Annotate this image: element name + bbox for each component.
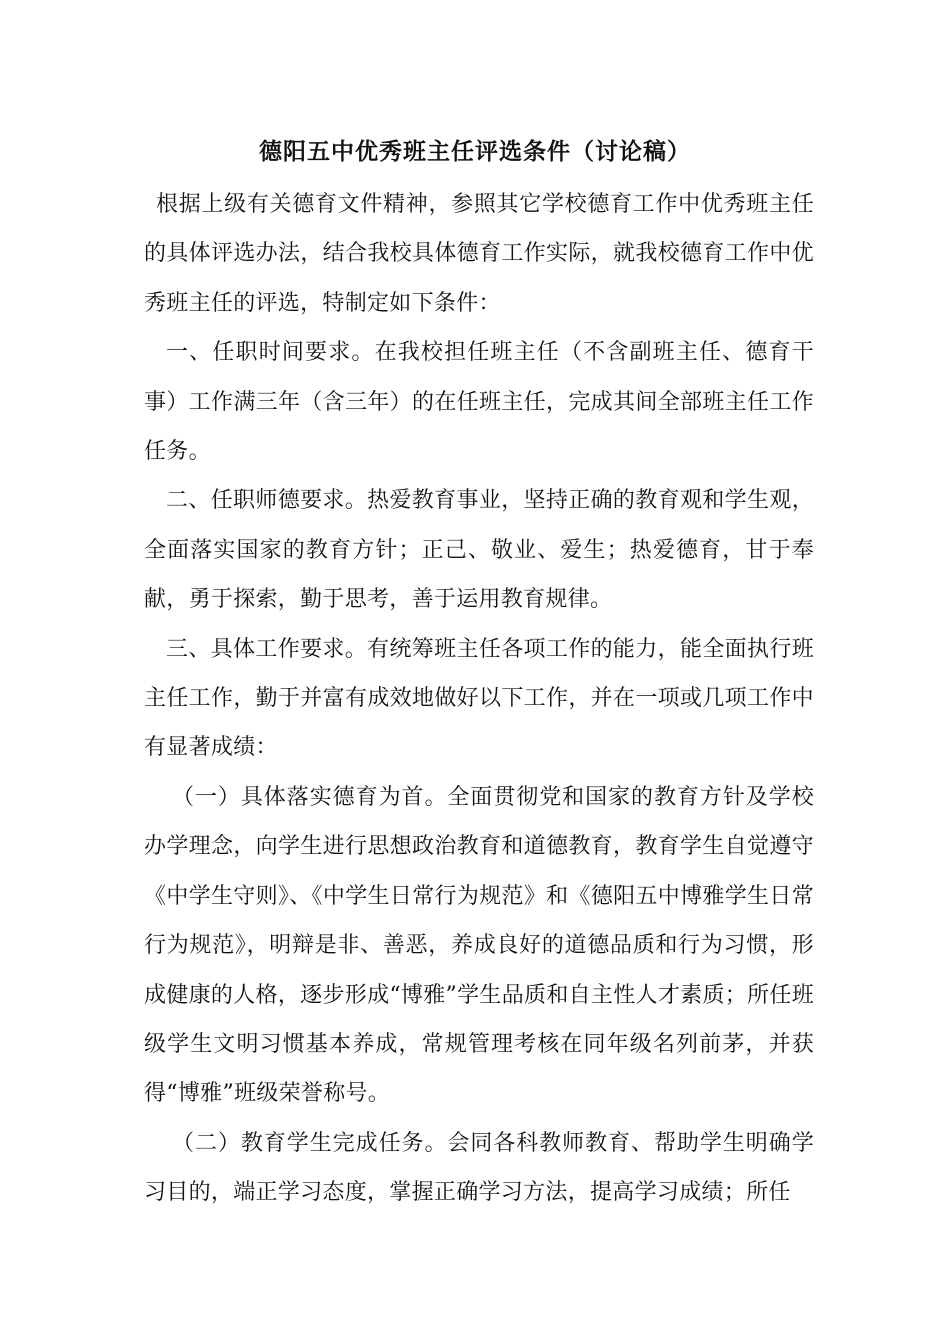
document-body (144, 180, 814, 1218)
subsection-2-paragraph: （二）教育学生完成任务。会同各科教师教育、帮助学生明确学习目的，端正学习态度，掌握正确学习方法，提高学习成绩；所任 (144, 1130, 814, 1206)
subsection-1-paragraph: （一）具体落实德育为首。全面贯彻党和国家的教育方针及学校办学理念，向学生进行思想政治教育和道德教育，教育学生自觉遵守《中学生守则》、《中学生日常行为规范》和《德阳五中博雅学生日常行为规范》，明辩是非、善恶，养成良好的道德品质和行为习惯，形成健康的人格，逐步形成“博雅”学生品质和自主性人才素质；所任班级学生文明习惯基本养成，常规管理考核在同年级名列前茅，并获得“博雅”班级荣誉称号。 (144, 784, 814, 1107)
section-1-paragraph: 一、任职时间要求。在我校担任班主任（不含副班主任、德育干事）工作满三年（含三年）的在任班主任，完成其间全部班主任工作任务。 (144, 340, 814, 465)
section-3-paragraph: 三、具体工作要求。有统筹班主任各项工作的能力，能全面执行班主任工作，勤于并富有成效地做好以下工作，并在一项或几项工作中有显著成绩： (144, 636, 814, 761)
intro-paragraph: 根据上级有关德育文件精神，参照其它学校德育工作中优秀班主任的具体评选办法，结合我校具体德育工作实际，就我校德育工作中优秀班主任的评选，特制定如下条件： (144, 192, 814, 316)
document-title: 德阳五中优秀班主任评选条件（讨论稿） (259, 139, 691, 165)
section-2-paragraph: 二、任职师德要求。热爱教育事业，坚持正确的教育观和学生观，全面落实国家的教育方针；正己、敬业、爱生；热爱德育，甘于奉献，勇于探索，勤于思考，善于运用教育规律。 (144, 488, 814, 613)
